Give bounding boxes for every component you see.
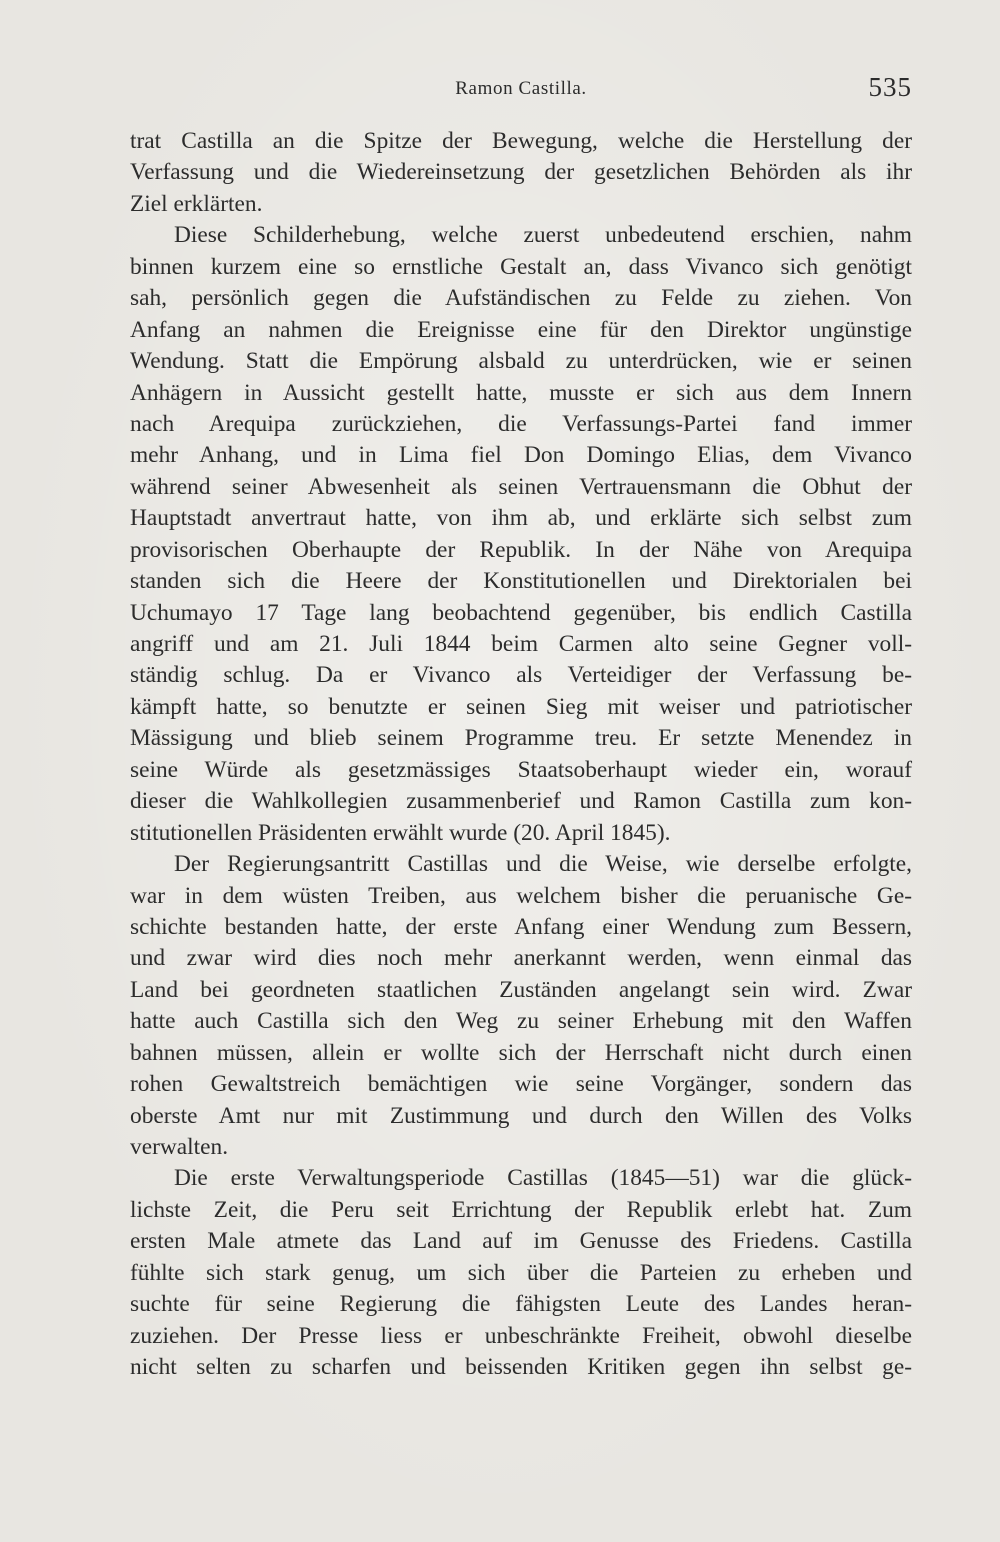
text-line: Wendung. Statt die Empörung alsbald zu unterdrücken, wie er seinen — [130, 348, 912, 375]
text-line: Land bei geordneten staatlichen Zuständen angelangt sein wird. Zwar — [130, 976, 912, 1003]
text-line: provisorischen Oberhaupte der Republik. In der Nähe von Arequipa — [130, 536, 912, 563]
text-line: trat Castilla an die Spitze der Bewegung, welche die Herstellung der — [130, 128, 912, 154]
text-line: binnen kurzem eine so ernstliche Gestalt an, dass Vivanco sich genötigt — [130, 253, 912, 280]
body-text — [130, 126, 912, 1384]
text-line: angriff und am 21. Juli 1844 beim Carmen alto seine Gegner voll- — [130, 631, 912, 657]
paragraph — [130, 220, 912, 849]
running-title: Ramon Castilla. — [455, 78, 587, 99]
text-line: Ziel erklärten. — [130, 190, 263, 217]
text-line: Mässigung und blieb seinem Programme treu. Er setzte Menendez in — [130, 725, 912, 752]
text-line: sah, persönlich gegen die Aufständischen zu Felde zu ziehen. Von — [130, 285, 912, 312]
text-line: mehr Anhang, und in Lima fiel Don Domingo Elias, dem Vivanco — [130, 442, 912, 469]
paragraph — [130, 126, 912, 220]
text-line: standen sich die Heere der Konstitutionellen und Direktorialen bei — [130, 568, 912, 595]
text-line: kämpft hatte, so benutzte er seinen Sieg mit weiser und patriotischer — [130, 693, 912, 720]
text-line: bahnen müssen, allein er wollte sich der Herrschaft nicht durch einen — [130, 1039, 912, 1066]
text-line: dieser die Wahlkollegien zusammenberief und Ramon Castilla zum kon- — [130, 788, 912, 815]
text-line: suchte für seine Regierung die fähigsten Leute des Landes heran- — [130, 1291, 912, 1318]
text-line: ständig schlug. Da er Vivanco als Verteidiger der Verfassung be- — [130, 662, 912, 689]
text-line: war in dem wüsten Treiben, aus welchem bisher die peruanische Ge- — [130, 882, 912, 909]
text-line: und zwar wird dies noch mehr anerkannt werden, wenn einmal das — [130, 945, 912, 972]
text-line: hatte auch Castilla sich den Weg zu seiner Erhebung mit den Waffen — [130, 1008, 912, 1035]
text-line: Verfassung und die Wiedereinsetzung der gesetzlichen Behörden als ihr — [130, 159, 912, 186]
text-line: fühlte sich stark genug, um sich über die Parteien zu erheben und — [130, 1259, 912, 1286]
paragraph — [130, 849, 912, 1163]
text-line: ersten Male atmete das Land auf im Genusse des Friedens. Castilla — [130, 1228, 912, 1255]
text-line: nicht selten zu scharfen und beissenden Kritiken gegen ihn selbst ge- — [130, 1354, 912, 1381]
page-header — [130, 68, 912, 108]
text-line: Die erste Verwaltungsperiode Castillas (1845—51) war die glück- — [174, 1165, 912, 1192]
text-line: während seiner Abwesenheit als seinen Vertrauensmann die Obhut der — [130, 473, 912, 500]
text-line: schichte bestanden hatte, der erste Anfang einer Wendung zum Bessern, — [130, 913, 912, 940]
text-line: Uchumayo 17 Tage lang beobachtend gegenüber, bis endlich Castilla — [130, 599, 912, 626]
text-line: Hauptstadt anvertraut hatte, von ihm ab, und erklärte sich selbst zum — [130, 505, 912, 532]
text-line: stitutionellen Präsidenten erwählt wurde (20. April 1845). — [130, 819, 671, 846]
paragraph — [130, 1163, 912, 1383]
text-line: oberste Amt nur mit Zustimmung und durch den Willen des Volks — [130, 1102, 912, 1129]
text-line: Anfang an nahmen die Ereignisse eine für den Direktor ungünstige — [130, 316, 912, 343]
text-line: lichste Zeit, die Peru seit Errichtung der Republik erlebt hat. Zum — [130, 1196, 912, 1223]
text-line: Der Regierungsantritt Castillas und die Weise, wie derselbe erfolgte, — [174, 851, 912, 878]
text-line: Anhägern in Aussicht gestellt hatte, musste er sich aus dem Innern — [130, 379, 912, 406]
text-line: verwalten. — [130, 1134, 229, 1160]
text-line: nach Arequipa zurückziehen, die Verfassungs-Partei fand immer — [130, 410, 912, 437]
page-number: 535 — [868, 72, 912, 102]
text-line: zuziehen. Der Presse liess er unbeschränkte Freiheit, obwohl dieselbe — [130, 1322, 912, 1349]
text-line: seine Würde als gesetzmässiges Staatsoberhaupt wieder ein, worauf — [130, 756, 912, 783]
text-line: rohen Gewaltstreich bemächtigen wie seine Vorgänger, sondern das — [130, 1071, 912, 1098]
text-line: Diese Schilderhebung, welche zuerst unbedeutend erschien, nahm — [174, 222, 912, 249]
